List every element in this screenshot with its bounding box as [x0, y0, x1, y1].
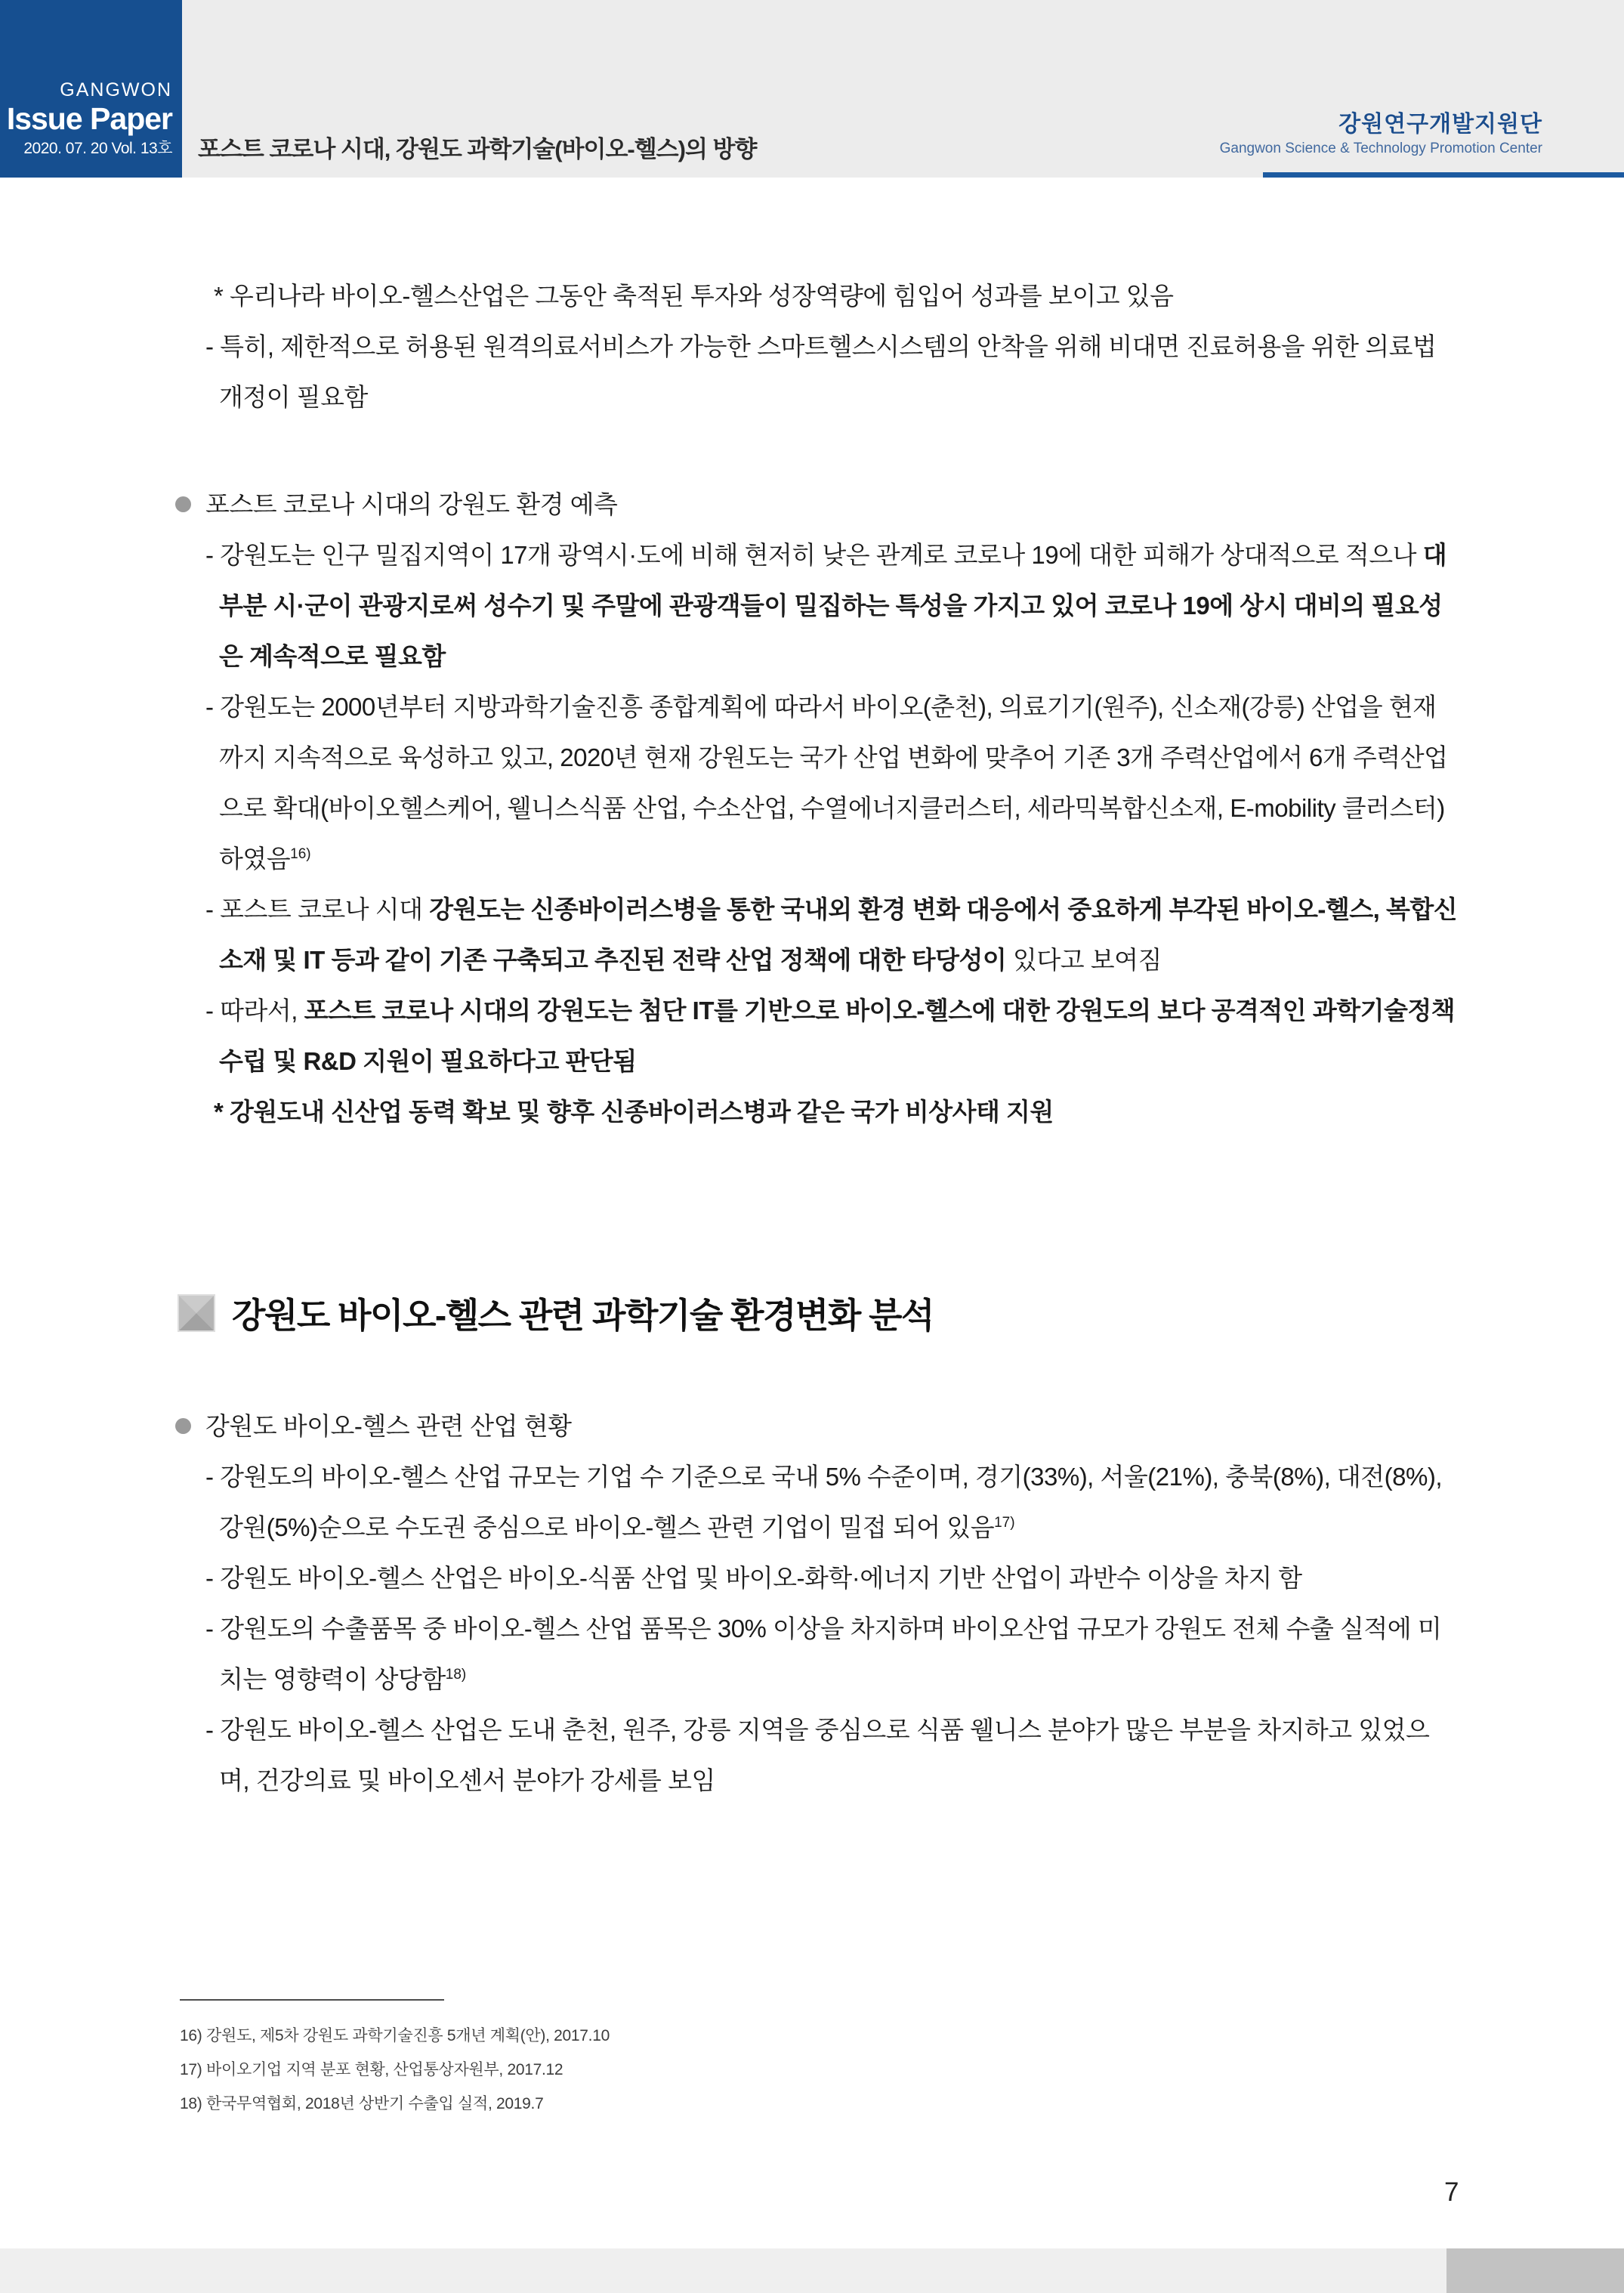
dash-item: - 강원도의 바이오-헬스 산업 규모는 기업 수 기준으로 국내 5% 수준이며, 경기(33%), 서울(21%), 충북(8%), 대전(8%), 강원(5%)순으로 수도권 중심으로 바이오-헬스 관련 기업이 밀접 되어 있음$^{17)}$ — [205, 1463, 1443, 1541]
dash-item: - 따라서, 포스트 코로나 시대의 강원도는 첨단 IT를 기반으로 바이오-헬스에 대한 강원도의 보다 공격적인 과학기술정책 수립 및 R&D 지원이 필요하다고 판단됨 — [205, 997, 1456, 1075]
footnotes — [180, 2019, 610, 2121]
footnote-divider — [180, 1999, 444, 2001]
star-note-line: * 강원도내 신산업 동력 확보 및 향후 신종바이러스병과 같은 국가 비상사태 지원 — [214, 1098, 1054, 1126]
organization-block — [1220, 112, 1542, 157]
footer-bar-accent — [1446, 2248, 1624, 2293]
logo-issue-paper-text: Issue Paper — [6, 100, 172, 136]
footnote-line: 17) 바이오기업 지역 분포 현황, 산업통상자원부, 2017.12 — [180, 2061, 563, 2078]
logo-date-volume: 2020. 07. 20 Vol. 13호 — [23, 139, 172, 157]
footer-bar — [0, 2248, 1624, 2293]
document-title: 포스트 코로나 시대, 강원도 과학기술(바이오-헬스)의 방향 — [198, 136, 757, 162]
issue-paper-logo — [0, 0, 182, 178]
section-marker-icon — [178, 1294, 215, 1332]
bullet-heading-label: 포스트 코로나 시대의 강원도 환경 예측 — [205, 490, 618, 518]
page-header — [0, 0, 1624, 178]
organization-name-english: Gangwon Science & Technology Promotion Center — [1219, 141, 1542, 156]
dash-item: - 강원도는 2000년부터 지방과학기술진흥 종합계획에 따라서 바이오(춘천), 의료기기(원주), 신소재(강릉) 산업을 현재까지 지속적으로 육성하고 있고, 2020년 현재 강원도는 국가 산업 변화에 맞추어 기존 3개 주력산업에서 6개 주력산업으로 확대(바이오헬스케어, 웰니스식품 산업, 수소산업, 수열에너지클러스터, 세라믹복합신소재, E-mobility 클러스터)하였음$^{16)}$ — [205, 693, 1448, 873]
bullet-heading — [175, 479, 1459, 530]
industry-status-section — [205, 1401, 1459, 1806]
star-note-line: * 우리나라 바이오-헬스산업은 그동안 축적된 투자와 성장역량에 힘입어 성과를 보이고 있음 — [214, 282, 1174, 310]
page-number: 7 — [1444, 2177, 1459, 2207]
dash-item: - 포스트 코로나 시대 강원도는 신종바이러스병을 통한 국내외 환경 변화 대응에서 중요하게 부각된 바이오-헬스, 복합신소재 및 IT 등과 같이 기존 구축되고 추진된 전략 산업 정책에 대한 타당성이 있다고 보여짐 — [205, 895, 1458, 974]
bullet-dot-icon — [175, 1418, 191, 1434]
bullet-dot-icon — [175, 496, 191, 512]
section-heading — [178, 1288, 934, 1338]
env-forecast-section — [205, 479, 1459, 1137]
section-heading-title: 강원도 바이오-헬스 관련 과학기술 환경변화 분석 — [232, 1296, 934, 1335]
dash-item: - 강원도의 수출품목 중 바이오-헬스 산업 품목은 30% 이상을 차지하며 바이오산업 규모가 강원도 전체 수출 실적에 미치는 영향력이 상당함$^{18)}$ — [205, 1615, 1442, 1693]
logo-gangwon-text: GANGWON — [60, 79, 172, 100]
dash-item: - 특히, 제한적으로 허용된 원격의료서비스가 가능한 스마트헬스시스템의 안착을 위해 비대면 진료허용을 위한 의료법 개정이 필요함 — [205, 332, 1437, 411]
dash-item: - 강원도 바이오-헬스 산업은 바이오-식품 산업 및 바이오-화학·에너지 기반 산업이 과반수 이상을 차지 함 — [205, 1564, 1302, 1592]
organization-name-korean: 강원연구개발지원단 — [1338, 112, 1542, 137]
dash-item: - 강원도는 인구 밀집지역이 17개 광역시·도에 비해 현저히 낮은 관계로 코로나 19에 대한 피해가 상대적으로 적으나 대부분 시·군이 관광지로써 성수기 및 주말에 관광객들이 밀집하는 특성을 가지고 있어 코로나 19에 상시 대비의 필요성은 계속적으로 필요함 — [205, 541, 1447, 670]
bullet-heading — [175, 1401, 1459, 1451]
dash-item: - 강원도 바이오-헬스 산업은 도내 춘천, 원주, 강릉 지역을 중심으로 식품 웰니스 분야가 많은 부분을 차지하고 있었으며, 건강의료 및 바이오센서 분야가 강세를 보임 — [205, 1716, 1430, 1794]
header-accent-bar — [1263, 172, 1624, 178]
bullet-heading-label: 강원도 바이오-헬스 관련 산업 현황 — [205, 1412, 572, 1440]
footnote-line: 16) 강원도, 제5차 강원도 과학기술진흥 5개년 계획(안), 2017.10 — [180, 2027, 610, 2044]
footnote-line: 18) 한국무역협회, 2018년 상반기 수출입 실적, 2019.7 — [180, 2095, 544, 2112]
intro-paragraphs — [205, 270, 1459, 422]
